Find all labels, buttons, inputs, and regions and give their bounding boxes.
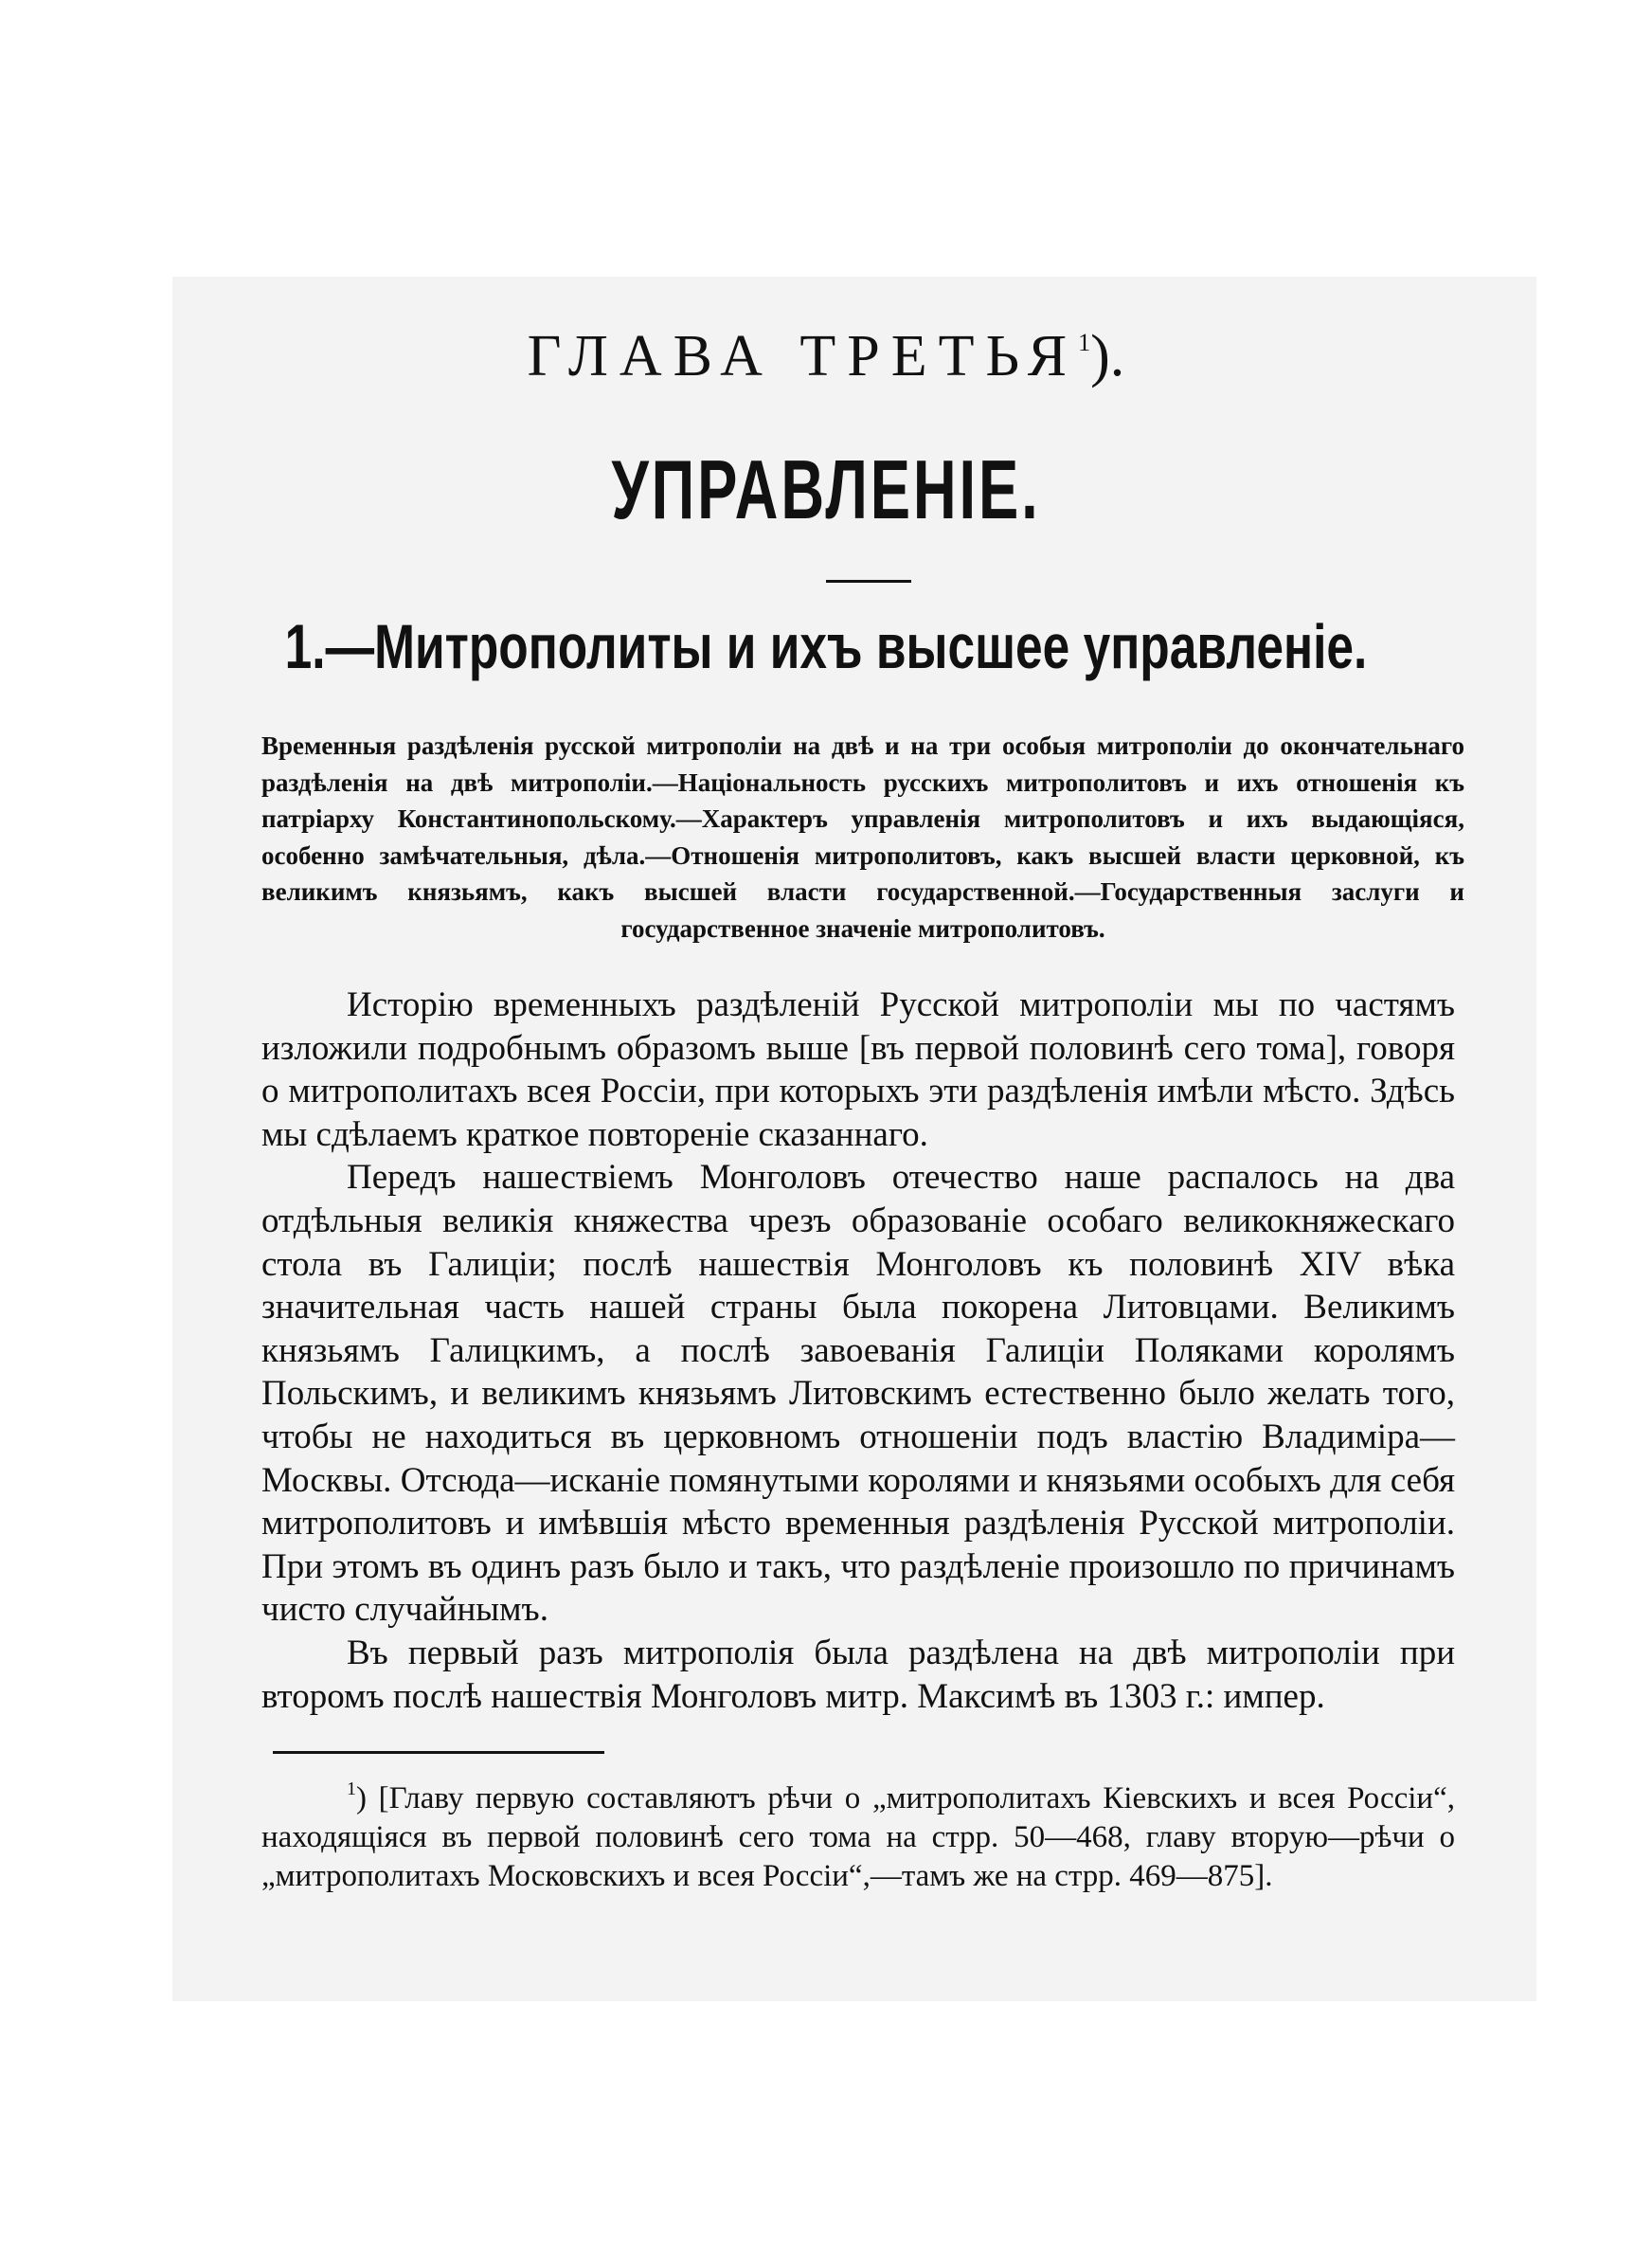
section-title: УПРАВЛЕНІЕ. [611, 442, 1041, 536]
footnote-divider [273, 1751, 604, 1754]
footnote-mark: 1 [347, 1779, 356, 1799]
title-divider [826, 580, 911, 583]
chapter-summary: Временныя раздѣленія русской митрополіи на двѣ и на три особыя митрополіи до окончательнаго раздѣленія на двѣ митрополіи.—Національность русскихъ митрополитовъ и ихъ отношенія къ патріарху Константинопольскому.—Характеръ управленія митрополитовъ и ихъ выдающіяся, особенно замѣчательныя, дѣла.—Отношенія митрополитовъ, какъ высшей власти церковной, къ великимъ князьямъ, какъ высшей власти государственной.—Государственныя заслуги и государственное значеніе митрополитовъ. [261, 731, 1464, 943]
subsection-title: 1.—Митрополиты и ихъ высшее управленіе. [284, 611, 1368, 681]
paragraph-3: Въ первый разъ митрополія была раздѣлена на двѣ митрополіи при второмъ послѣ нашествія Монголовъ митр. Максимѣ въ 1303 г.: импер. [261, 1633, 1455, 1716]
chapter-title-closing: ). [1090, 324, 1125, 388]
chapter-title [0, 305, 1652, 394]
chapter-footnote-mark[interactable]: 1 [1078, 329, 1091, 356]
footnote [261, 1770, 1455, 1896]
footnote-text: ) [Главу первую составляютъ рѣчи о „митрополитахъ Кіевскихъ и всея Россіи“, находящіяся въ первой половинѣ сего тома на стрр. 50—468, главу вторую—рѣчи о „митрополитахъ Московскихъ и всея Россіи“,—тамъ же на стрр. 469—875]. [261, 1781, 1455, 1893]
paragraph-2: Передъ нашествіемъ Монголовъ отечество наше распалось на два отдѣльныя великія княжества чрезъ образованіе особаго великокняжескаго стола въ Галиціи; послѣ нашествія Монголовъ къ половинѣ XIV вѣка значительная часть нашей страны была покорена Литовцами. Великимъ князьямъ Галицкимъ, а послѣ завоеванія Галиціи Поляками королямъ Польскимъ, и великимъ князьямъ Литовскимъ естественно было желать того, чтобы не находиться въ церковномъ отношеніи подъ властію Владиміра—Москвы. Отсюда—исканіе помянутыми королями и князьями особыхъ для себя митрополитовъ и имѣвшія мѣсто временныя раздѣленія Русской митрополіи. При этомъ въ одинъ разъ было и такъ, что раздѣленіе произошло по причинамъ чисто случайнымъ. [261, 1158, 1455, 1630]
paragraph-1: Исторію временныхъ раздѣленій Русской митрополіи мы по частямъ изложили подробнымъ образомъ выше [въ первой половинѣ сего тома], говоря о митрополитахъ всея Россіи, при которыхъ эти раздѣленія имѣли мѣсто. Здѣсь мы сдѣлаемъ краткое повтореніе сказаннаго. [261, 985, 1455, 1154]
chapter-title-text: ГЛАВА ТРЕТЬЯ [527, 324, 1079, 388]
body-text [261, 984, 1455, 1718]
